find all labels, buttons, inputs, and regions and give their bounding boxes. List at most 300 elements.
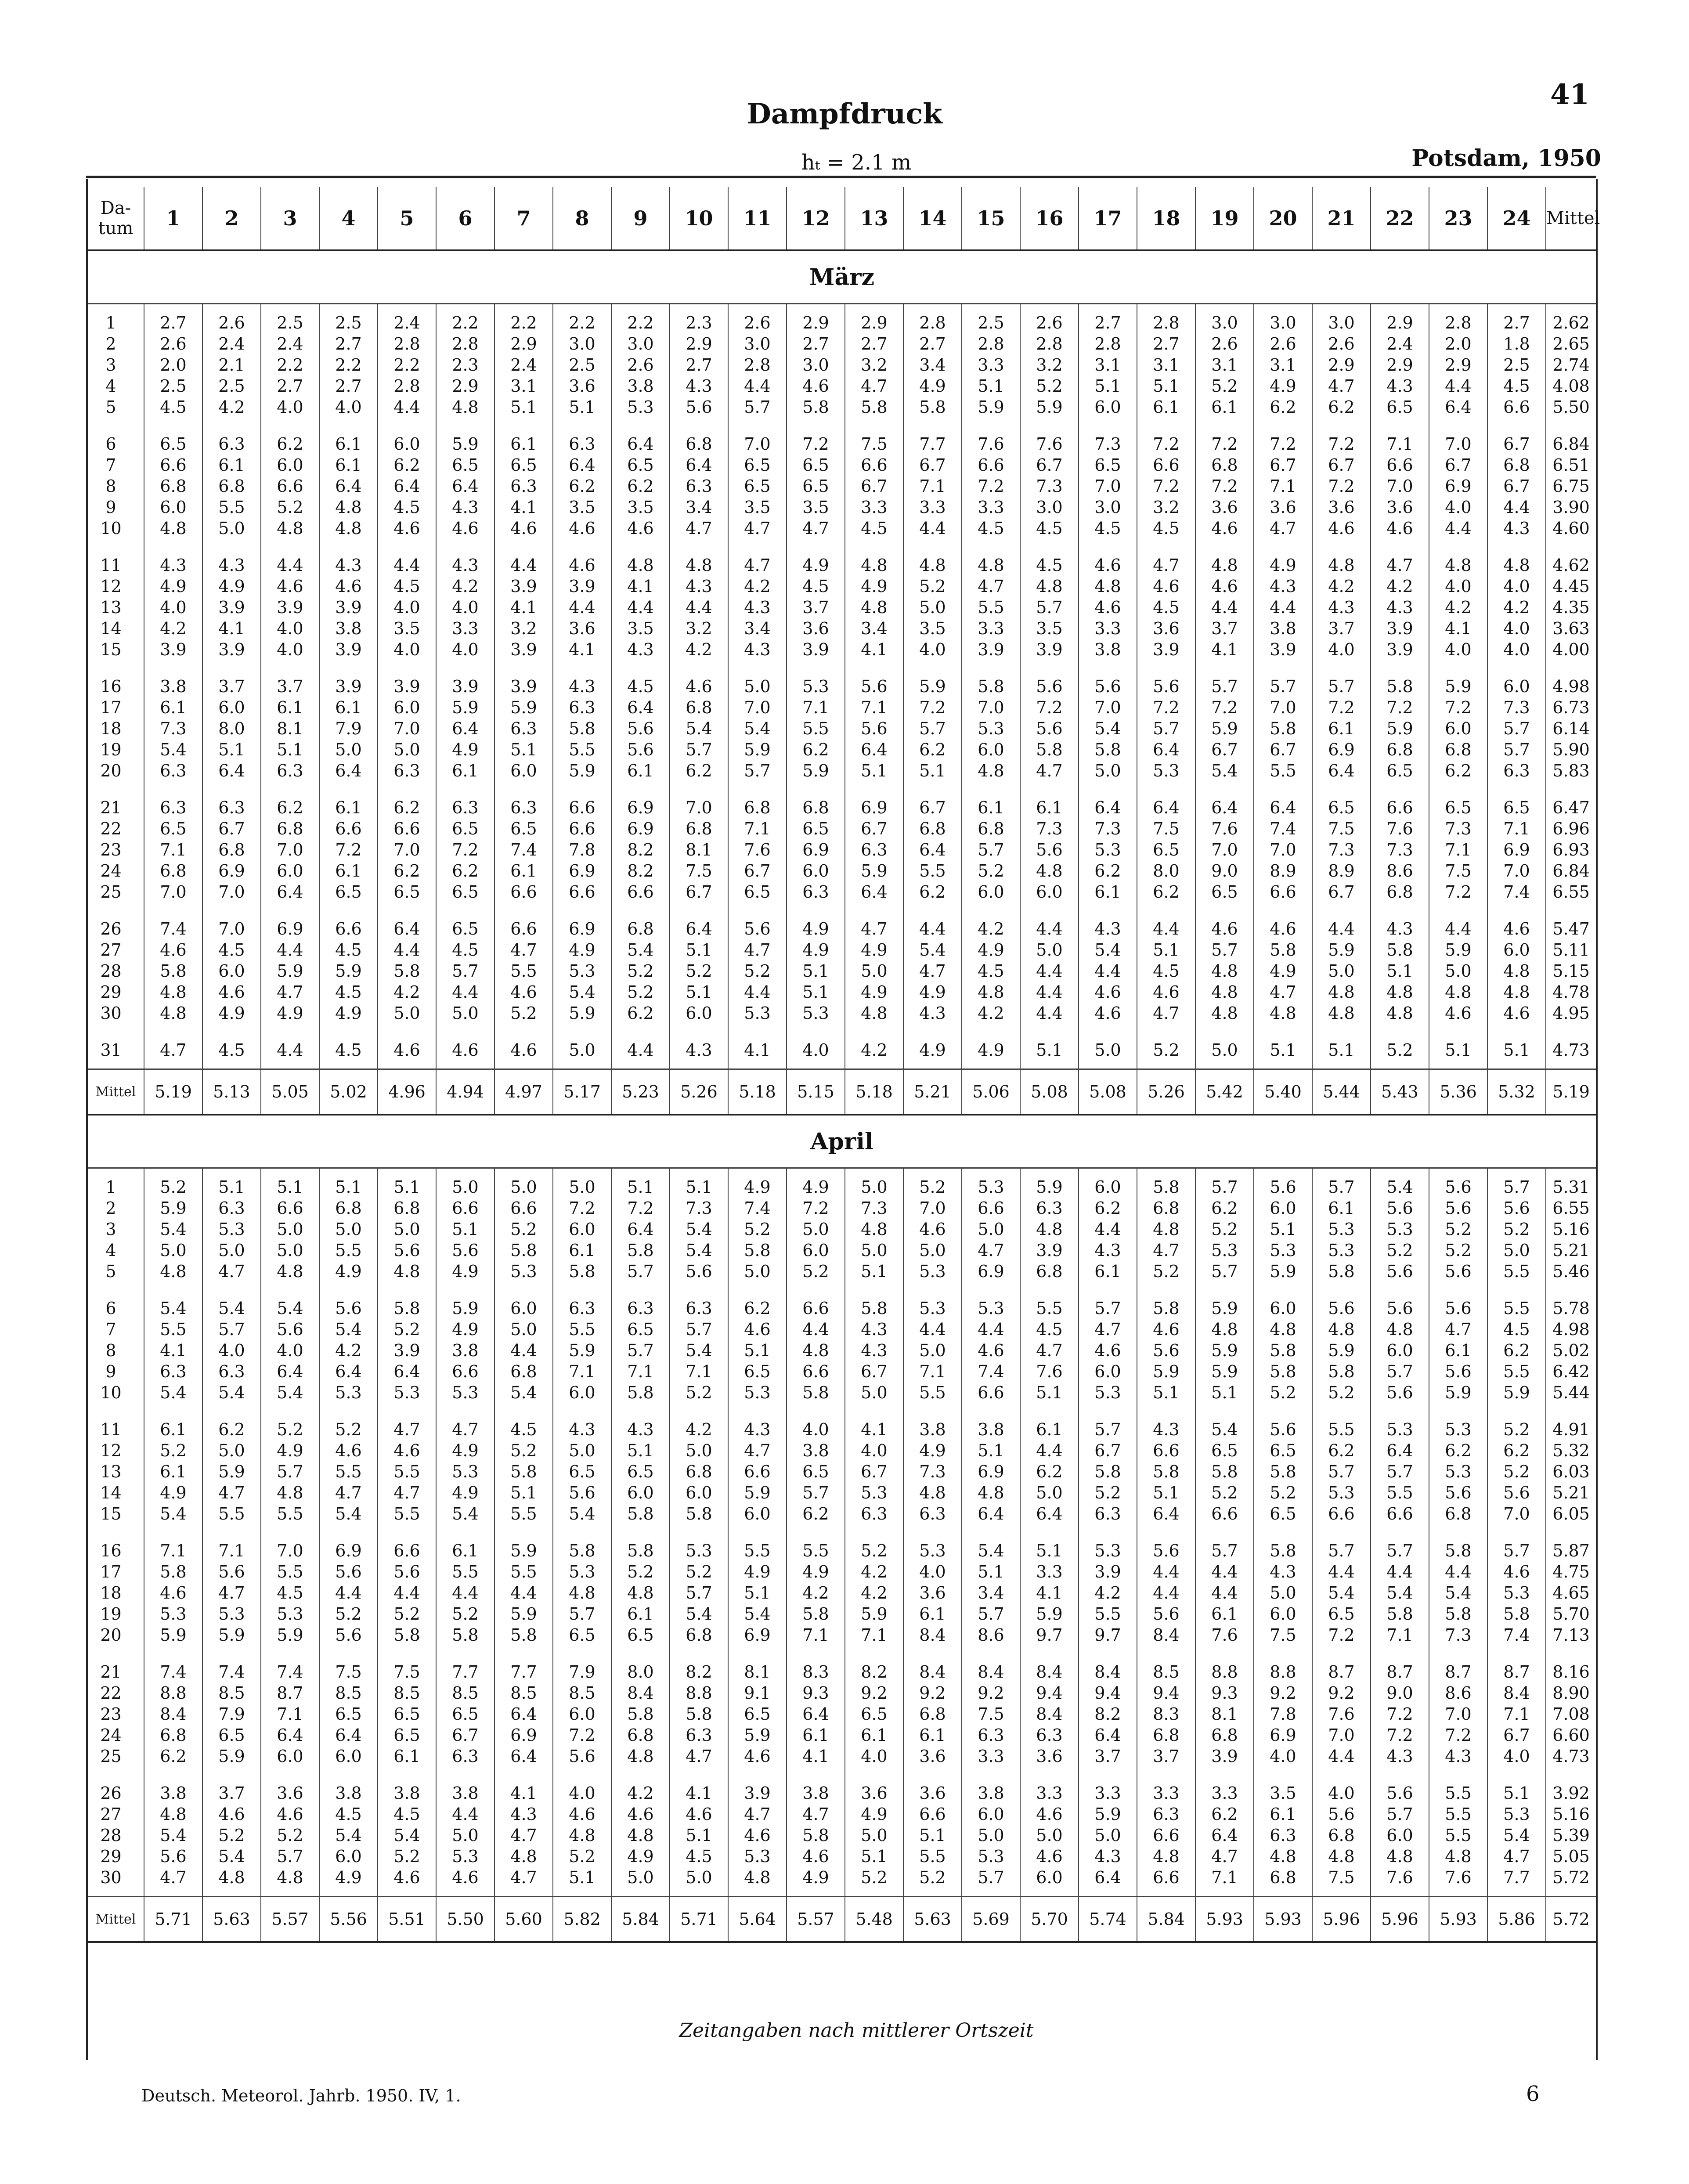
- vapour-pressure-value: 4.7: [802, 1805, 829, 1824]
- vapour-pressure-value: 5.1: [1211, 1383, 1238, 1402]
- vapour-pressure-value: 5.9: [1036, 397, 1063, 417]
- vapour-pressure-value: 5.8: [802, 1604, 829, 1624]
- vapour-pressure-value: 6.6: [277, 477, 303, 496]
- hour-value-cell: [1079, 1168, 1137, 1290]
- vapour-pressure-value: 4.4: [1153, 1583, 1180, 1603]
- daily-mean-cell: [1546, 1532, 1596, 1653]
- vapour-pressure-value: 6.3: [452, 1747, 479, 1766]
- vapour-pressure-value: 5.8: [627, 1383, 654, 1402]
- vapour-pressure-value: 6.0: [218, 961, 245, 981]
- vapour-pressure-value: 6.6: [510, 1198, 537, 1218]
- vapour-pressure-value: 4.6: [744, 1826, 771, 1845]
- hour-value-cell: [494, 1653, 553, 1775]
- monthly-hour-mean: 5.74: [1079, 1897, 1137, 1942]
- vapour-pressure-value: 5.9: [452, 1299, 479, 1318]
- hour-value-cell: [728, 1168, 787, 1290]
- hour-value-cell: [1195, 668, 1254, 789]
- vapour-pressure-value: 5.0: [1094, 1040, 1121, 1060]
- header-hour: 9: [611, 187, 670, 250]
- vapour-pressure-value: 3.8: [802, 1441, 829, 1460]
- vapour-pressure-value: 7.2: [802, 434, 829, 454]
- vapour-pressure-value: 6.6: [802, 1362, 829, 1381]
- vapour-pressure-value: 5.4: [277, 1383, 303, 1402]
- header-hour: 18: [1137, 187, 1195, 250]
- vapour-pressure-value: 4.0: [569, 1783, 595, 1803]
- vapour-pressure-value: 6.8: [686, 1462, 712, 1481]
- vapour-pressure-value: 6.7: [1036, 455, 1063, 475]
- hour-value-cell: [728, 1653, 787, 1775]
- vapour-pressure-value: 6.4: [335, 1362, 362, 1381]
- vapour-pressure-value: 6.1: [1270, 1805, 1296, 1824]
- hour-value-cell: [1137, 304, 1195, 426]
- hour-value-cell: [787, 910, 845, 1032]
- vapour-pressure-value: 4.0: [393, 598, 420, 617]
- vapour-pressure-value: 3.9: [335, 677, 362, 696]
- vapour-pressure-value: 4.6: [335, 577, 362, 596]
- vapour-pressure-value: 5.0: [686, 1441, 712, 1460]
- header-hour: 13: [845, 187, 903, 250]
- daily-mean-value: 8.90: [1552, 1683, 1590, 1703]
- vapour-pressure-value: 4.0: [1445, 640, 1472, 659]
- vapour-pressure-value: 4.7: [744, 519, 771, 538]
- vapour-pressure-value: 5.3: [1386, 1220, 1413, 1239]
- vapour-pressure-value: 5.6: [1445, 1198, 1472, 1218]
- vapour-pressure-value: 5.1: [861, 1262, 888, 1281]
- vapour-pressure-value: 7.5: [1153, 819, 1180, 838]
- hour-value-cell: [553, 668, 611, 789]
- vapour-pressure-value: 6.4: [1094, 798, 1121, 817]
- vapour-pressure-value: 6.9: [1503, 840, 1530, 859]
- vapour-pressure-value: 5.1: [1328, 1040, 1355, 1060]
- monthly-hour-mean: 5.13: [202, 1069, 261, 1115]
- vapour-pressure-value: 4.8: [1445, 556, 1472, 575]
- vapour-pressure-value: 4.6: [452, 1040, 479, 1060]
- vapour-pressure-value: 4.8: [160, 1004, 187, 1023]
- day-number: 28: [100, 1826, 122, 1845]
- vapour-pressure-value: 6.7: [861, 477, 888, 496]
- hour-value-cell: [962, 426, 1020, 547]
- vapour-pressure-value: 5.0: [744, 1262, 771, 1281]
- vapour-pressure-value: 6.5: [1328, 1604, 1355, 1624]
- vapour-pressure-value: 4.6: [1270, 919, 1296, 939]
- vapour-pressure-value: 6.9: [510, 1726, 537, 1745]
- vapour-pressure-value: 5.5: [510, 1504, 537, 1523]
- vapour-pressure-value: 5.9: [277, 1625, 303, 1645]
- vapour-pressure-value: 4.4: [1211, 1562, 1238, 1581]
- vapour-pressure-value: 8.1: [744, 1662, 771, 1682]
- vapour-pressure-value: 4.2: [861, 1583, 888, 1603]
- vapour-pressure-value: 5.3: [510, 1262, 537, 1281]
- daily-mean-value: 6.93: [1552, 840, 1590, 859]
- vapour-pressure-value: 6.3: [1270, 1826, 1296, 1845]
- hour-value-cell: [962, 1653, 1020, 1775]
- vapour-pressure-value: 7.0: [1211, 840, 1238, 859]
- vapour-pressure-value: 6.0: [1270, 1299, 1296, 1318]
- vapour-pressure-value: 7.1: [802, 698, 829, 717]
- vapour-pressure-value: 4.8: [1386, 982, 1413, 1002]
- hour-value-cell: [1254, 304, 1312, 426]
- vapour-pressure-value: 5.1: [569, 397, 595, 417]
- vapour-pressure-value: 5.1: [277, 740, 303, 759]
- vapour-pressure-value: 4.9: [160, 1483, 187, 1502]
- vapour-pressure-value: 5.2: [1270, 1383, 1296, 1402]
- vapour-pressure-value: 5.7: [744, 397, 771, 417]
- vapour-pressure-value: 6.8: [510, 1362, 537, 1381]
- vapour-pressure-value: 8.3: [1153, 1704, 1180, 1724]
- hour-value-cell: [1371, 1290, 1429, 1411]
- vapour-pressure-value: 7.1: [1445, 840, 1472, 859]
- vapour-pressure-value: 8.5: [452, 1683, 479, 1703]
- vapour-pressure-value: 5.8: [1270, 1462, 1296, 1481]
- hour-value-cell: [1429, 547, 1487, 668]
- vapour-pressure-value: 5.6: [1094, 677, 1121, 696]
- vapour-pressure-value: 5.6: [686, 397, 712, 417]
- day-number-cell: [88, 1411, 144, 1532]
- vapour-pressure-value: 3.3: [919, 498, 946, 517]
- vapour-pressure-value: 5.1: [978, 376, 1004, 396]
- vapour-pressure-value: 4.8: [1386, 1847, 1413, 1866]
- vapour-pressure-value: 4.5: [1503, 1320, 1530, 1339]
- vapour-pressure-value: 3.6: [919, 1783, 946, 1803]
- vapour-pressure-value: 6.4: [1094, 1726, 1121, 1745]
- hour-value-cell: [1312, 1532, 1371, 1653]
- hour-value-cell: [962, 668, 1020, 789]
- vapour-pressure-value: 7.4: [510, 840, 537, 859]
- hour-value-cell: [845, 547, 903, 668]
- daily-mean-value: 4.62: [1552, 556, 1590, 575]
- vapour-pressure-value: 5.9: [569, 1341, 595, 1360]
- vapour-pressure-value: 4.4: [1036, 1004, 1063, 1023]
- vapour-pressure-value: 3.5: [393, 619, 420, 638]
- vapour-pressure-value: 4.7: [978, 577, 1004, 596]
- vapour-pressure-value: 6.8: [335, 1198, 362, 1218]
- vapour-pressure-value: 6.1: [335, 455, 362, 475]
- vapour-pressure-value: 6.0: [335, 1747, 362, 1766]
- hour-value-cell: [378, 1411, 436, 1532]
- vapour-pressure-value: 4.2: [1445, 598, 1472, 617]
- vapour-pressure-value: 7.3: [1445, 1625, 1472, 1645]
- vapour-pressure-value: 5.8: [861, 397, 888, 417]
- vapour-pressure-value: 4.8: [744, 1868, 771, 1887]
- vapour-pressure-value: 2.3: [686, 313, 712, 332]
- vapour-pressure-value: 2.4: [218, 334, 245, 354]
- daily-mean-value: 4.98: [1552, 677, 1590, 696]
- hour-value-cell: [1195, 1653, 1254, 1775]
- vapour-pressure-value: 7.2: [1153, 477, 1180, 496]
- day-group-row: [88, 426, 1596, 547]
- vapour-pressure-value: 3.8: [802, 1783, 829, 1803]
- vapour-pressure-value: 4.9: [861, 982, 888, 1002]
- vapour-pressure-value: 3.1: [1270, 355, 1296, 375]
- vapour-pressure-value: 6.6: [1328, 1504, 1355, 1523]
- vapour-pressure-value: 6.1: [1211, 1604, 1238, 1624]
- vapour-pressure-value: 5.2: [1386, 1241, 1413, 1260]
- hour-value-cell: [202, 789, 261, 910]
- vapour-pressure-value: 7.2: [1386, 698, 1413, 717]
- vapour-pressure-value: 2.4: [1386, 334, 1413, 354]
- vapour-pressure-value: 3.6: [1153, 619, 1180, 638]
- daily-mean-value: 5.21: [1552, 1483, 1590, 1502]
- hour-value-cell: [1429, 910, 1487, 1032]
- vapour-pressure-value: 4.2: [1386, 577, 1413, 596]
- vapour-pressure-value: 5.3: [1503, 1805, 1530, 1824]
- vapour-pressure-value: 3.9: [569, 577, 595, 596]
- day-number: 11: [100, 556, 122, 575]
- hour-value-cell: [1371, 1653, 1429, 1775]
- hour-value-cell: [144, 426, 202, 547]
- vapour-pressure-value: 5.2: [1445, 1241, 1472, 1260]
- hour-value-cell: [1254, 668, 1312, 789]
- vapour-pressure-value: 4.0: [1503, 1747, 1530, 1766]
- vapour-pressure-value: 4.3: [1094, 1241, 1121, 1260]
- vapour-pressure-value: 7.3: [1094, 819, 1121, 838]
- day-number-cell: [88, 910, 144, 1032]
- vapour-pressure-value: 5.8: [627, 1241, 654, 1260]
- day-number: 18: [100, 719, 122, 738]
- vapour-pressure-value: 6.4: [1036, 1504, 1063, 1523]
- vapour-pressure-value: 5.7: [1153, 719, 1180, 738]
- vapour-pressure-value: 5.6: [335, 1625, 362, 1645]
- vapour-pressure-value: 5.6: [160, 1847, 187, 1866]
- daily-mean-value: 4.78: [1552, 982, 1590, 1002]
- vapour-pressure-value: 5.1: [1036, 1541, 1063, 1560]
- hour-value-cell: [728, 547, 787, 668]
- vapour-pressure-value: 2.6: [627, 355, 654, 375]
- vapour-pressure-value: 4.7: [160, 1040, 187, 1060]
- vapour-pressure-value: 6.5: [569, 1462, 595, 1481]
- vapour-pressure-value: 5.3: [919, 1299, 946, 1318]
- vapour-pressure-value: 5.7: [569, 1604, 595, 1624]
- hour-value-cell: [1371, 1775, 1429, 1897]
- vapour-pressure-value: 6.0: [393, 698, 420, 717]
- hour-value-cell: [787, 1653, 845, 1775]
- vapour-pressure-value: 5.4: [919, 940, 946, 960]
- monthly-hour-mean: 5.57: [787, 1897, 845, 1942]
- vapour-pressure-value: 6.1: [335, 698, 362, 717]
- day-number: 12: [100, 1441, 122, 1460]
- vapour-pressure-value: 4.5: [393, 577, 420, 596]
- vapour-pressure-value: 4.1: [510, 1783, 537, 1803]
- hour-value-cell: [1137, 1411, 1195, 1532]
- vapour-pressure-value: 4.8: [861, 1220, 888, 1239]
- vapour-pressure-value: 5.7: [277, 1847, 303, 1866]
- vapour-pressure-value: 4.8: [627, 1747, 654, 1766]
- vapour-pressure-value: 2.2: [627, 313, 654, 332]
- day-number: 6: [105, 1299, 116, 1318]
- vapour-pressure-value: 5.1: [919, 761, 946, 780]
- vapour-pressure-value: 3.9: [277, 598, 303, 617]
- vapour-pressure-value: 4.8: [1036, 861, 1063, 881]
- vapour-pressure-value: 5.6: [569, 1483, 595, 1502]
- vapour-pressure-value: 7.1: [277, 1704, 303, 1724]
- daily-mean-value: 5.32: [1552, 1441, 1590, 1460]
- vapour-pressure-value: 4.9: [802, 1868, 829, 1887]
- hour-value-cell: [553, 304, 611, 426]
- monthly-hour-mean: 4.97: [494, 1069, 553, 1115]
- vapour-pressure-value: 6.2: [686, 761, 712, 780]
- vapour-pressure-value: 6.5: [569, 1625, 595, 1645]
- vapour-pressure-value: 7.3: [919, 1462, 946, 1481]
- daily-mean-cell: [1546, 1775, 1596, 1897]
- hour-value-cell: [611, 668, 670, 789]
- vapour-pressure-value: 5.4: [686, 1604, 712, 1624]
- vapour-pressure-value: 2.2: [569, 313, 595, 332]
- hour-value-cell: [1254, 1411, 1312, 1532]
- vapour-pressure-value: 7.0: [160, 882, 187, 902]
- vapour-pressure-value: 5.1: [569, 1868, 595, 1887]
- vapour-pressure-value: 5.1: [744, 1341, 771, 1360]
- vapour-pressure-value: 5.9: [218, 1747, 245, 1766]
- hour-value-cell: [1195, 1032, 1254, 1069]
- day-number-cell: [88, 1032, 144, 1069]
- hour-value-cell: [436, 789, 494, 910]
- vapour-pressure-value: 6.4: [1153, 1504, 1180, 1523]
- vapour-pressure-value: 5.0: [335, 1220, 362, 1239]
- vapour-pressure-value: 7.1: [919, 477, 946, 496]
- vapour-pressure-value: 4.4: [1094, 961, 1121, 981]
- daily-mean-value: 6.73: [1552, 698, 1590, 717]
- vapour-pressure-value: 6.5: [744, 455, 771, 475]
- hour-value-cell: [378, 1775, 436, 1897]
- vapour-pressure-value: 4.4: [1211, 598, 1238, 617]
- day-number: 19: [100, 740, 122, 759]
- vapour-pressure-value: 6.0: [802, 1241, 829, 1260]
- vapour-pressure-value: 5.7: [1211, 1541, 1238, 1560]
- vapour-pressure-value: 6.8: [978, 819, 1004, 838]
- monthly-mean-label: Mittel: [88, 1069, 144, 1115]
- vapour-pressure-value: 5.5: [335, 1241, 362, 1260]
- vapour-pressure-value: 5.7: [1211, 1177, 1238, 1197]
- hour-value-cell: [378, 1168, 436, 1290]
- hour-value-cell: [1020, 1168, 1079, 1290]
- vapour-pressure-value: 3.7: [1094, 1747, 1121, 1766]
- vapour-pressure-value: 4.4: [510, 556, 537, 575]
- vapour-pressure-value: 5.2: [919, 1868, 946, 1887]
- vapour-pressure-value: 4.9: [919, 1040, 946, 1060]
- vapour-pressure-value: 4.6: [1503, 1004, 1530, 1023]
- vapour-pressure-value: 6.3: [861, 1504, 888, 1523]
- hour-value-cell: [1079, 547, 1137, 668]
- vapour-pressure-value: 2.7: [919, 334, 946, 354]
- monthly-mean-row: [88, 1897, 1596, 1942]
- vapour-pressure-value: 6.6: [1153, 1868, 1180, 1887]
- vapour-pressure-value: 5.5: [569, 740, 595, 759]
- day-number: 12: [100, 577, 122, 596]
- vapour-pressure-value: 8.4: [919, 1625, 946, 1645]
- hour-value-cell: [903, 1653, 962, 1775]
- vapour-pressure-value: 5.4: [218, 1383, 245, 1402]
- vapour-pressure-value: 6.7: [1328, 882, 1355, 902]
- vapour-pressure-value: 6.6: [1211, 1504, 1238, 1523]
- vapour-pressure-value: 7.3: [1094, 434, 1121, 454]
- vapour-pressure-value: 4.4: [510, 1341, 537, 1360]
- vapour-pressure-value: 5.2: [160, 1441, 187, 1460]
- vapour-pressure-value: 3.0: [627, 334, 654, 354]
- vapour-pressure-value: 4.3: [744, 640, 771, 659]
- vapour-pressure-value: 5.1: [1503, 1783, 1530, 1803]
- hour-value-cell: [903, 789, 962, 910]
- vapour-pressure-value: 5.0: [510, 1320, 537, 1339]
- vapour-pressure-value: 6.4: [393, 477, 420, 496]
- vapour-pressure-value: 6.5: [452, 455, 479, 475]
- hour-value-cell: [436, 304, 494, 426]
- day-number: 3: [105, 1220, 116, 1239]
- vapour-pressure-value: 4.1: [1211, 640, 1238, 659]
- vapour-pressure-value: 5.1: [1386, 961, 1413, 981]
- vapour-pressure-value: 2.9: [802, 313, 829, 332]
- day-number: 20: [100, 761, 122, 780]
- vapour-pressure-value: 7.1: [861, 698, 888, 717]
- vapour-pressure-value: 5.9: [1153, 1362, 1180, 1381]
- vapour-pressure-value: 4.6: [1094, 598, 1121, 617]
- vapour-pressure-value: 2.8: [1036, 334, 1063, 354]
- vapour-pressure-value: 4.7: [744, 940, 771, 960]
- hour-value-cell: [144, 789, 202, 910]
- vapour-pressure-value: 5.5: [1503, 1362, 1530, 1381]
- vapour-pressure-value: 4.1: [861, 640, 888, 659]
- vapour-pressure-value: 4.1: [510, 598, 537, 617]
- vapour-pressure-value: 4.4: [919, 519, 946, 538]
- hour-value-cell: [962, 304, 1020, 426]
- hour-value-cell: [1020, 668, 1079, 789]
- vapour-pressure-value: 3.3: [452, 619, 479, 638]
- vapour-pressure-value: 4.8: [627, 1583, 654, 1603]
- vapour-pressure-value: 5.0: [744, 677, 771, 696]
- vapour-pressure-value: 6.2: [569, 477, 595, 496]
- vapour-pressure-value: 8.4: [627, 1683, 654, 1703]
- vapour-pressure-value: 6.7: [861, 1462, 888, 1481]
- vapour-pressure-value: 5.5: [1445, 1783, 1472, 1803]
- vapour-pressure-value: 5.4: [1503, 1826, 1530, 1845]
- vapour-pressure-value: 5.0: [569, 1177, 595, 1197]
- vapour-pressure-value: 3.3: [1036, 1562, 1063, 1581]
- vapour-pressure-value: 8.5: [1153, 1662, 1180, 1682]
- vapour-pressure-value: 3.0: [569, 334, 595, 354]
- vapour-pressure-value: 4.5: [335, 940, 362, 960]
- vapour-pressure-value: 4.7: [1270, 519, 1296, 538]
- vapour-pressure-value: 5.0: [1503, 1241, 1530, 1260]
- vapour-pressure-value: 7.5: [1445, 861, 1472, 881]
- vapour-pressure-value: 6.9: [802, 840, 829, 859]
- vapour-pressure-value: 6.1: [510, 434, 537, 454]
- vapour-pressure-value: 5.3: [802, 1004, 829, 1023]
- vapour-pressure-value: 6.7: [218, 819, 245, 838]
- hour-value-cell: [845, 1411, 903, 1532]
- hour-value-cell: [1429, 1532, 1487, 1653]
- vapour-pressure-value: 5.2: [686, 1562, 712, 1581]
- vapour-pressure-value: 5.3: [1094, 1541, 1121, 1560]
- vapour-pressure-value: 5.0: [861, 1383, 888, 1402]
- vapour-pressure-value: 6.9: [277, 919, 303, 939]
- vapour-pressure-value: 4.8: [1503, 982, 1530, 1002]
- vapour-pressure-value: 6.3: [160, 1362, 187, 1381]
- monthly-hour-mean: 5.26: [670, 1069, 728, 1115]
- daily-mean-value: 4.73: [1552, 1747, 1590, 1766]
- vapour-pressure-value: 5.6: [1445, 1299, 1472, 1318]
- hour-value-cell: [202, 910, 261, 1032]
- vapour-pressure-value: 4.8: [277, 519, 303, 538]
- daily-mean-value: 5.72: [1552, 1868, 1590, 1887]
- vapour-pressure-value: 6.5: [802, 455, 829, 475]
- vapour-pressure-value: 7.0: [919, 1198, 946, 1218]
- monthly-hour-mean: 5.56: [319, 1897, 378, 1942]
- vapour-pressure-value: 4.6: [1094, 982, 1121, 1002]
- vapour-pressure-value: 6.6: [627, 882, 654, 902]
- day-number: 15: [100, 1504, 122, 1523]
- vapour-pressure-value: 7.9: [335, 719, 362, 738]
- vapour-pressure-value: 8.4: [160, 1704, 187, 1724]
- vapour-pressure-value: 4.5: [393, 1805, 420, 1824]
